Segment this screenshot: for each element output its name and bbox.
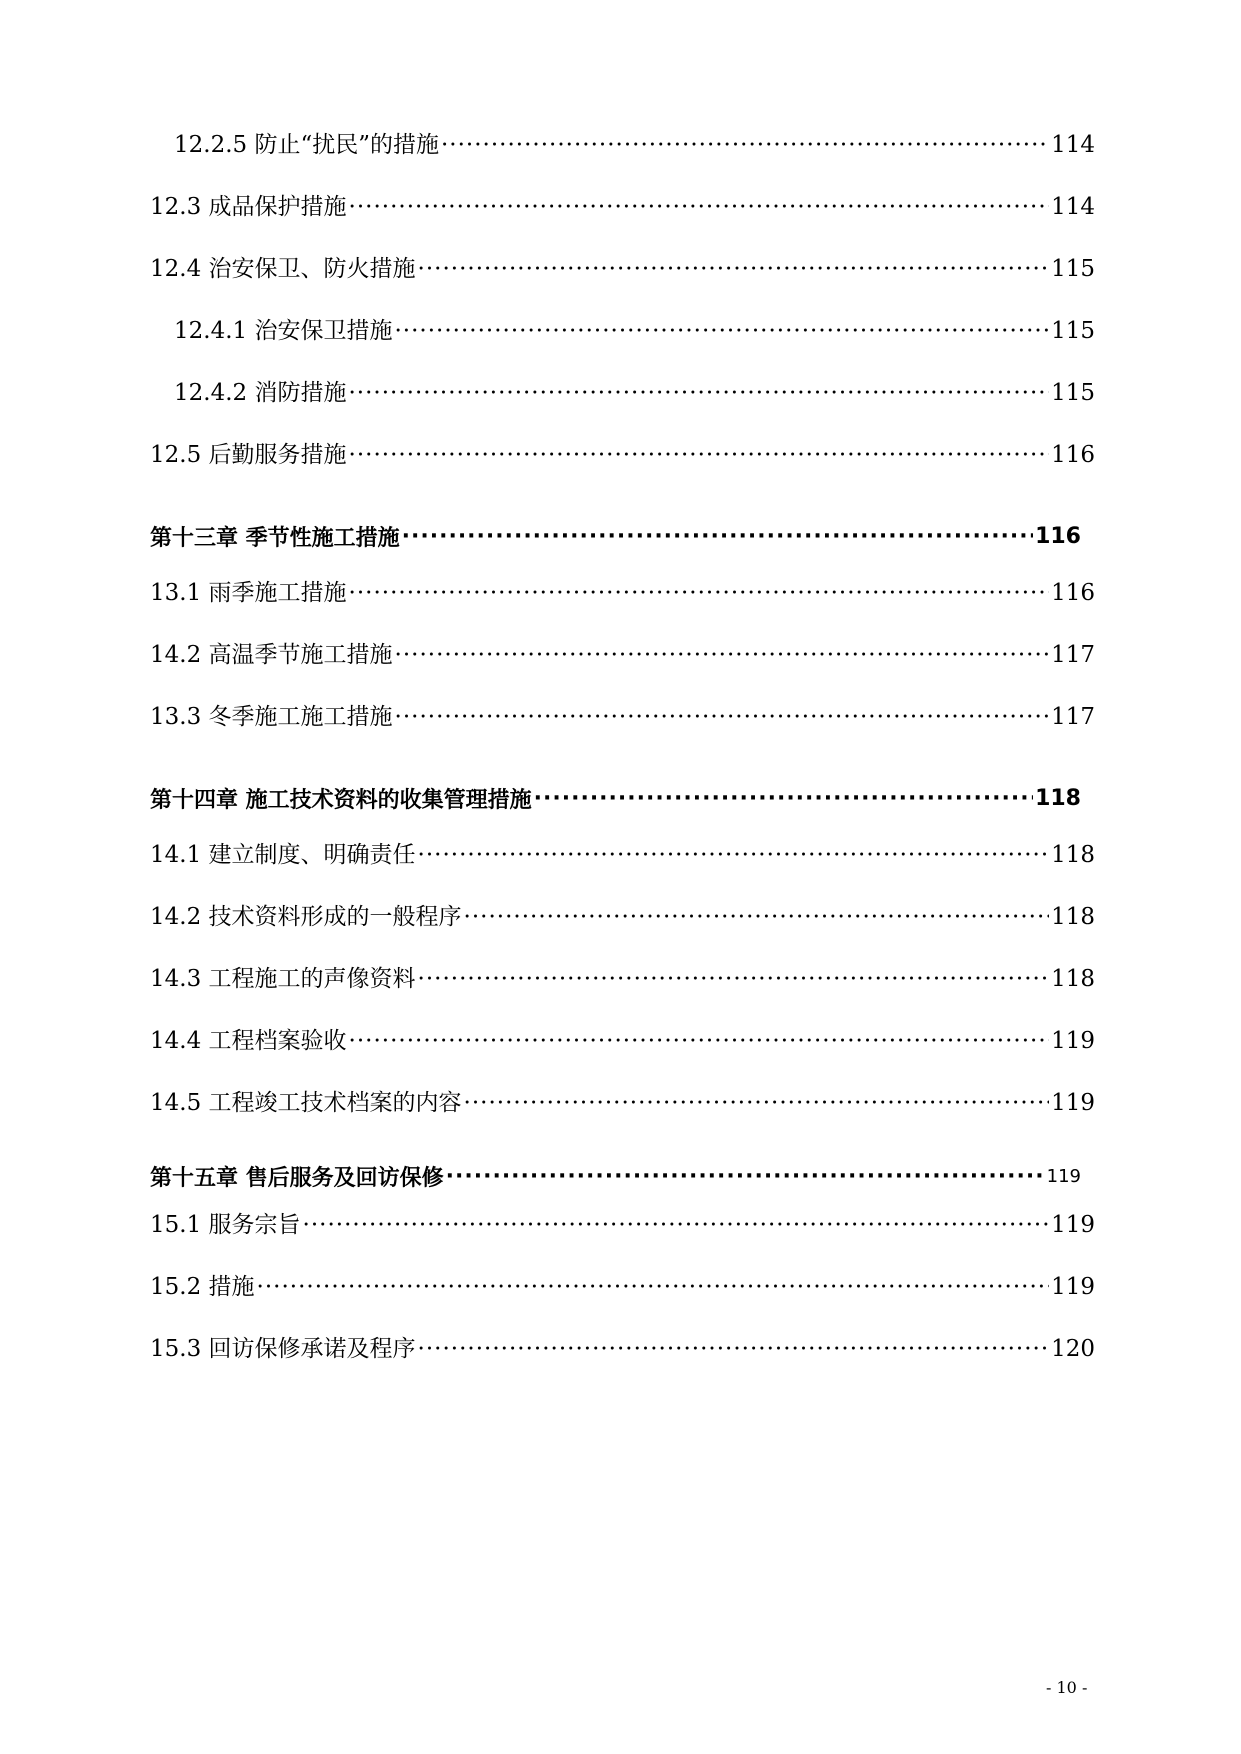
toc-entry-label: 12.4.1 治安保卫措施 (174, 318, 393, 344)
toc-entry-14-3[interactable] (150, 960, 1095, 1022)
toc-entry-label: 14.2 技术资料形成的一般程序 (150, 904, 462, 930)
toc-entry-12-5[interactable] (150, 436, 1095, 498)
toc-entry-14-5[interactable] (150, 1084, 1095, 1146)
toc-leader-dots (348, 380, 1049, 406)
toc-chapter-page: 116 (1035, 523, 1081, 549)
toc-entry-13-1[interactable] (150, 574, 1095, 636)
toc-entry-page: 118 (1051, 966, 1095, 992)
toc-leader-dots (349, 580, 1050, 606)
toc-entry-label: 12.5 后勤服务措施 (150, 442, 347, 468)
toc-entry-page: 115 (1051, 318, 1095, 344)
toc-leader-dots (349, 1028, 1050, 1054)
toc-entry-12-3[interactable] (150, 188, 1095, 250)
toc-chapter-label: 第十五章 售后服务及回访保修 (150, 1165, 444, 1191)
toc-entry-14-2-heat[interactable] (150, 636, 1095, 698)
toc-entry-label: 12.3 成品保护措施 (150, 194, 347, 220)
toc-entry-label: 14.4 工程档案验收 (150, 1028, 347, 1054)
table-of-contents (150, 126, 1095, 1392)
toc-entry-label: 12.2.5 防止“扰民”的措施 (174, 132, 439, 158)
toc-entry-14-1[interactable] (150, 836, 1095, 898)
toc-entry-label: 14.5 工程竣工技术档案的内容 (150, 1090, 462, 1116)
toc-chapter-page: 118 (1035, 785, 1081, 811)
toc-entry-page: 120 (1051, 1336, 1095, 1362)
toc-entry-page: 116 (1051, 442, 1095, 468)
toc-chapter-label: 第十四章 施工技术资料的收集管理措施 (150, 787, 532, 813)
toc-entry-page: 119 (1051, 1274, 1095, 1300)
toc-entry-page: 114 (1051, 194, 1095, 220)
toc-entry-page: 118 (1051, 842, 1095, 868)
toc-leader-dots (464, 1090, 1050, 1116)
toc-entry-page: 119 (1051, 1090, 1095, 1116)
toc-leader-dots (464, 904, 1050, 930)
toc-entry-page: 118 (1051, 904, 1095, 930)
toc-entry-label: 13.3 冬季施工施工措施 (150, 704, 393, 730)
page-number-footer: - 10 - (1046, 1678, 1088, 1697)
toc-leader-dots (257, 1274, 1050, 1300)
toc-entry-15-3[interactable] (150, 1330, 1095, 1392)
toc-leader-dots (418, 1336, 1050, 1362)
toc-leader-dots (418, 842, 1050, 868)
toc-chapter-label: 第十三章 季节性施工措施 (150, 525, 400, 551)
toc-entry-label: 12.4.2 消防措施 (174, 380, 347, 406)
toc-entry-15-1[interactable] (150, 1206, 1095, 1268)
toc-entry-12-2-5[interactable] (150, 126, 1095, 188)
toc-chapter-14[interactable] (150, 760, 1095, 836)
toc-leader-dots (394, 318, 1049, 344)
toc-leader-dots (534, 786, 1033, 811)
toc-entry-page: 119 (1051, 1212, 1095, 1238)
toc-entry-label: 13.1 雨季施工措施 (150, 580, 347, 606)
toc-entry-12-4-2[interactable] (150, 374, 1095, 436)
toc-entry-14-2[interactable] (150, 898, 1095, 960)
toc-entry-label: 14.3 工程施工的声像资料 (150, 966, 416, 992)
toc-entry-14-4[interactable] (150, 1022, 1095, 1084)
toc-leader-dots (349, 442, 1050, 468)
toc-entry-12-4[interactable] (150, 250, 1095, 312)
toc-chapter-page: 119 (1046, 1165, 1081, 1187)
toc-entry-page: 115 (1051, 256, 1095, 282)
toc-entry-13-3[interactable] (150, 698, 1095, 760)
toc-entry-label: 14.1 建立制度、明确责任 (150, 842, 416, 868)
toc-entry-label: 15.3 回访保修承诺及程序 (150, 1336, 416, 1362)
toc-entry-page: 117 (1051, 704, 1095, 730)
toc-entry-label: 12.4 治安保卫、防火措施 (150, 256, 416, 282)
toc-leader-dots (349, 194, 1050, 220)
toc-entry-page: 119 (1051, 1028, 1095, 1054)
toc-leader-dots (395, 704, 1050, 730)
toc-chapter-15[interactable] (150, 1146, 1095, 1206)
toc-leader-dots (441, 132, 1049, 158)
toc-entry-15-2[interactable] (150, 1268, 1095, 1330)
toc-entry-page: 114 (1051, 132, 1095, 158)
toc-entry-label: 14.2 高温季节施工措施 (150, 642, 393, 668)
toc-leader-dots (303, 1212, 1050, 1238)
toc-entry-page: 115 (1051, 380, 1095, 406)
toc-leader-dots (395, 642, 1050, 668)
toc-entry-page: 117 (1051, 642, 1095, 668)
toc-entry-12-4-1[interactable] (150, 312, 1095, 374)
toc-chapter-13[interactable] (150, 498, 1095, 574)
toc-leader-dots (418, 256, 1050, 282)
toc-leader-dots (418, 966, 1050, 992)
toc-entry-page: 116 (1051, 580, 1095, 606)
toc-entry-label: 15.2 措施 (150, 1274, 255, 1300)
toc-leader-dots (446, 1164, 1045, 1189)
toc-leader-dots (402, 524, 1033, 549)
toc-entry-label: 15.1 服务宗旨 (150, 1212, 301, 1238)
